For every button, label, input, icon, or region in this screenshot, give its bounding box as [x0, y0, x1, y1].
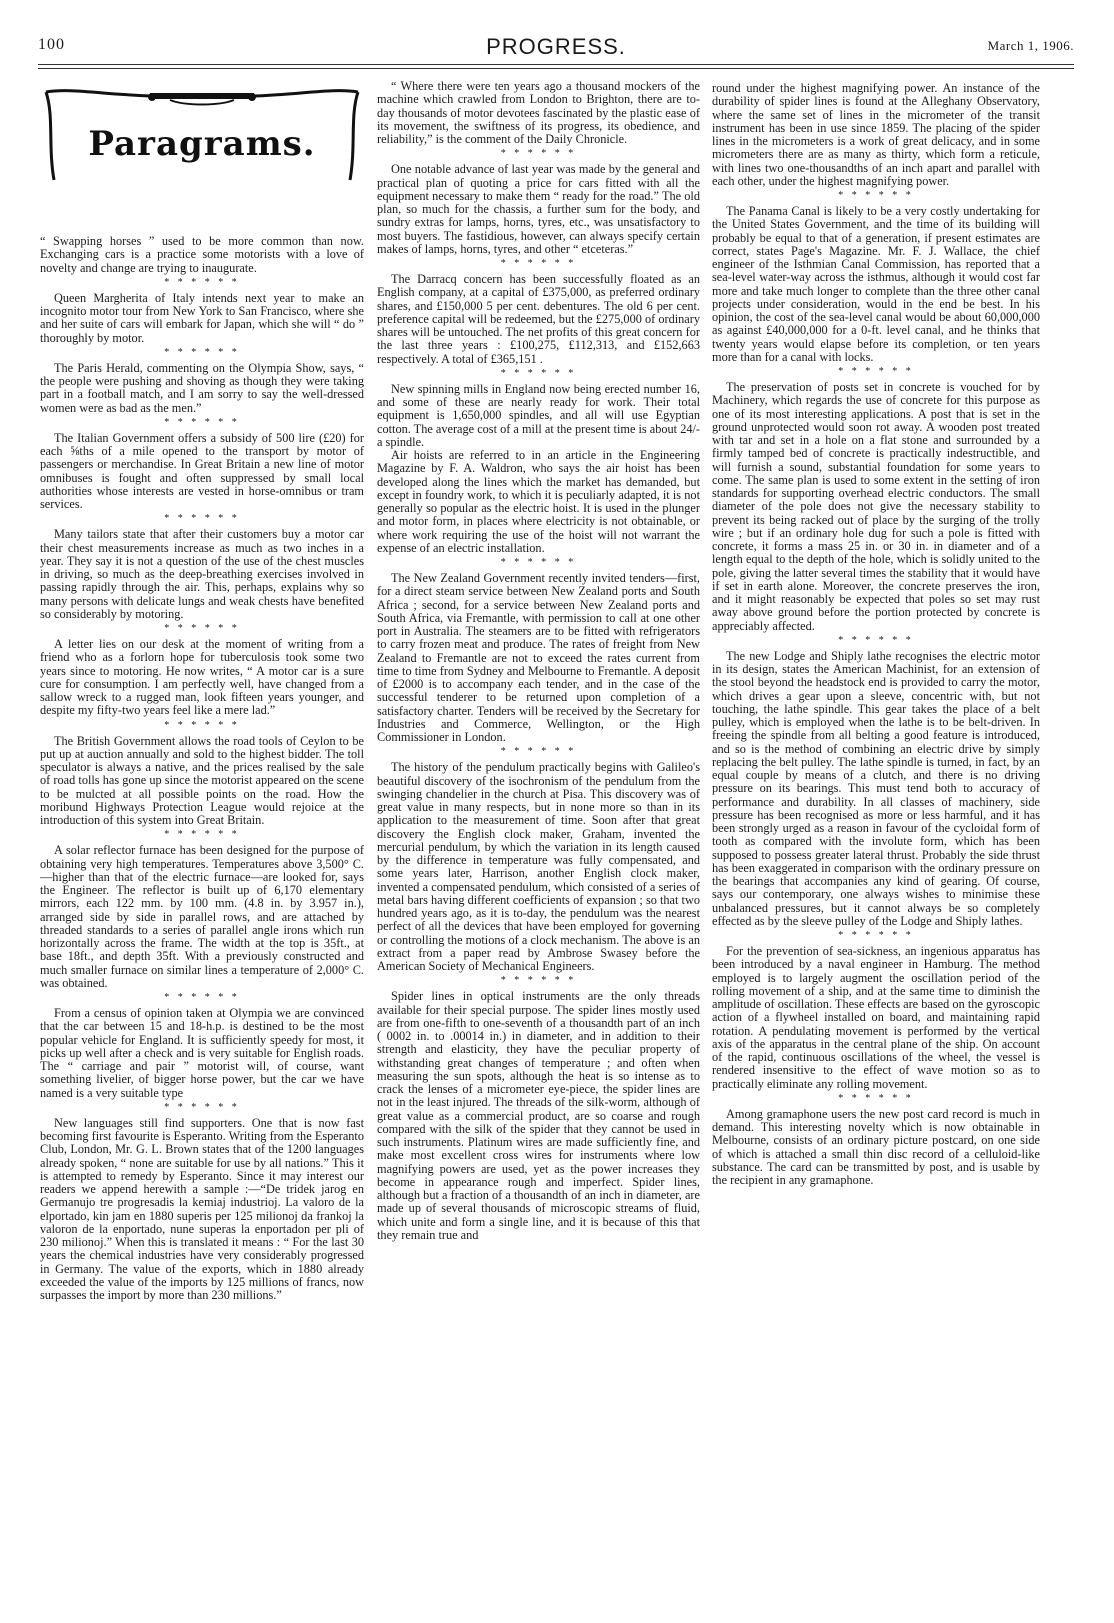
- masthead-title: PROGRESS.: [486, 34, 626, 59]
- paragraph: Among gramaphone users the new post card record is much in demand. This interesting novelty which is now obtainable in Melbourne, consists of an ordinary picture postcard, on one side of which is attached a small thin disc record of a celluloid-like substance. The card can be transmitted by post, and is usable by the recipient in any gramaphone.: [712, 1106, 1040, 1187]
- section-title: Paragrams.: [88, 124, 316, 164]
- separator: * * * * * *: [838, 634, 914, 646]
- paragraph: The new Lodge and Shiply lathe recognises the electric motor in its design, states the American Machinist, for an extension of the stool beyond the headstock end is provided to carry the motor, which drives a gear upon a sleeve, concentric with, but not touching, the lathe spindle. This gear takes the place of a belt pulley, which is employed when the lathe is to be belt-driven. In freeing the spindle from all belting a good feature is introduced, and so is the method of combining an electric drive by simply replacing the belt pulley. The lathe spindle is turned, in fact, by an equal couple by means of a clutch, and there is no driving pressure on its bearings. This must tend both to accuracy of performance and durability. In all classes of machinery, side pressure has been recognised as more or less harmful, and it has been strongly urged as a reason in favour of the cycloidal form of tooth as compared with the involute form, which has been supposed to possess greater lateral thrust. Probably the side thrust has been exaggerated in comparison with the ordinary pressure on the bearings that accompanies any kind of gearing. Of course, says our contemporary, one always wishes to minimise these unbalanced pressures, but it cannot always be so completely effected as by the sleeve pulley of the Lodge and Shiply lathes.: [712, 648, 1040, 928]
- separator: * * * * * *: [164, 513, 240, 525]
- page-header: [38, 34, 1074, 62]
- separator: * * * * * *: [500, 975, 577, 987]
- paragraph: Air hoists are referred to in an article in the Engineering Magazine by F. A. Waldron, who says the air hoist has been developed along the lines which the market has demanded, but except in foundry work, to which it is peculiarly adapted, it is not generally so popular as the electric hoist. It is used in the plunger and motor form, in places where electricity is not obtainable, or where work requiring the use of the hoist will not warrant the expense of an electric installation.: [377, 448, 700, 555]
- paragrams-logo: [40, 86, 364, 186]
- paragraph: The preservation of posts set in concrete is vouched for by Machinery, which regards the use of concrete for this purpose as one of its most interesting applications. A post that is set in the ground unprotected would soon rot away. A wooden post treated with tar and set in a hole on a flat stone and surrounded by a firmly tamped bed of concrete is practically indestructible, and will furnish a sound, substantial foundation for some years to come. The same plan is used to some extent in the setting of iron standards for supporting overhead electric conductors. The small diameter of the pole does not give the necessary stability to prevent its being racked out of place by the surging of the trolly wire ; but if an ordinary hole dug for such a pole is fitted with concrete, it forms a mass 25 in. or 30 in. in diameter and of a length equal to the depth of the hole, which is solidly united to the pole, giving the latter several times the stability that it would have if set in earth alone. Moreover, the concrete preserves the iron, and it might reasonably be expected that poles so set may rust away above ground before the portion protected by concrete is appreciably affected.: [712, 380, 1040, 633]
- paragraph: The Darracq concern has been successfully floated as an English company, at a capital of £375,000, as preferred ordinary shares, and £150,000 5 per cent. debentures. The old 6 per cent. preference capital will be redeemed, but the £275,000 of ordinary shares will be untouched. The net profits of this great concern for the last three years : £100,275, £112,313, and £152,663 respectively. A total of £365,151 .: [377, 272, 700, 366]
- paragraph: New spinning mills in England now being erected number 16, and some of these are nearly ready for work. Their total equipment is 1,650,000 spindles, and all will use Egyptian cotton. The average cost of a mill at the present time is about 24/- a spindle.: [377, 381, 700, 449]
- separator: * * * * * *: [500, 367, 577, 379]
- separator: * * * * * *: [164, 346, 240, 358]
- paragraph: The Paris Herald, commenting on the Olympia Show, says, “ the people were pushing and shoving as though they were taking part in a football match, and I am sorry to say the well-dressed women were as bad as the men.”: [40, 360, 364, 415]
- paragraph: The Panama Canal is likely to be a very costly undertaking for the United States Government, and the time of its building will probably be equal to that of a generation, if present estimates are correct, states Page's Magazine. Mr. F. J. Wallace, the chief engineer of the Isthmian Canal Commission, has reported that a sea-level water-way across the isthmus, although it would cost far more and take much longer to complete than the three other canal projects under consideration, would in the end be best. In his opinion, the cost of the sea-level canal would be about 60,000,000 as against £40,000,000 for a 0-ft. level canal, and he thinks that twenty years would elapse before its completion, or ten years more than for a canal with locks.: [712, 204, 1040, 364]
- paragraph: Queen Margherita of Italy intends next year to make an incognito motor tour from New York to San Francisco, where she and her suite of cars will embark for Japan, which she will “ do ” thoroughly by motor.: [40, 290, 364, 345]
- column-1: [40, 235, 364, 1302]
- paragraph: The New Zealand Government recently invited tenders—first, for a direct steam service between New Zealand ports and South Africa ; second, for a service between New Zealand ports and South Africa, via Fremantle, with permission to call at one other port in Australia. The steamers are to be fitted with refrigerators to carry frozen meat and produce. The rates of freight from New Zealand to Fremantle are not to exceed the rates current from time to time from Sydney and Melbourne to Fremantle. A deposit of £2000 is to accompany each tender, and in the case of the successful tenderer to be returned upon completion of a satisfactory charter. Tenders will be received by the Secretary for Industries and Commerce, Wellington, or the High Commissioner in London.: [377, 571, 700, 744]
- paragraph: New languages still find supporters. One that is now fast becoming first favourite is Esperanto. Writing from the Esperanto Club, London, Mr. G. L. Brown states that of the 1200 languages already spoken, “ none are suitable for use by all nations.” This it is attempted to remedy by Esperanto. Since it may interest our readers we append herewith a sample :—“De tridek jarog en Germanujo tre progresadis la kemiaj industrioj. La valoro de la elportado, kin jam en 1880 superis per 125 milionoj da frankoj la valoron de la enportado, nune superas la enportadon per pli of 230 milionoj.” When this is translated it means : “ For the last 30 years the chemical industries have very considerably progressed in Germany. The value of the exports, which in 1880 already exceeded the value of the imports by 125 millions of francs, now surpasses the import by more than 230 millions.”: [40, 1115, 364, 1302]
- separator: * * * * * *: [164, 623, 240, 634]
- paragraph: “ Swapping horses ” used to be more common than now. Exchanging cars is a practice some motorists with a love of novelty and change are trying to inaugurate.: [40, 234, 364, 275]
- separator: * * * * * *: [164, 276, 240, 288]
- issue-date: March 1, 1906.: [987, 38, 1074, 53]
- paragraph: From a census of opinion taken at Olympia we are convinced that the car between 15 and 18-h.p. is destined to be the most popular vehicle for England. It is sufficiently speedy for most, it picks up well after a check and is very suitable for English roads. The “ carriage and pair ” motorist will, of course, want something livelier, of bigger horse power, but the car we have named is a very suitable type: [40, 1006, 364, 1100]
- separator: * * * * * *: [164, 719, 240, 731]
- header-rule-top: [38, 64, 1074, 65]
- paragraph: “ Where there were ten years ago a thousand mockers of the machine which crawled from London to Brighton, there are to-day thousands of motor devotees fascinated by the plastic ease of its movement, the swiftness of its progress, its obedience, and reliability,” is the comment of the Daily Chronicle.: [377, 79, 700, 146]
- column-2: [377, 80, 700, 1242]
- separator: * * * * * *: [500, 557, 577, 568]
- header-rule-bottom: [38, 68, 1074, 69]
- separator: * * * * * *: [164, 416, 240, 428]
- separator: * * * * * *: [164, 829, 240, 841]
- paragraph: The Italian Government offers a subsidy of 500 lire (£20) for each ⅝ths of a mile opened to the transport by motor of passengers or merchandise. In Great Britain a new line of motor omnibuses is fought and often suppressed by small local authorities whose interests are vested in horse-omnibus or tram services.: [40, 430, 364, 511]
- separator: * * * * * *: [164, 1101, 240, 1113]
- paragraph: Spider lines in optical instruments are the only threads available for their special purpose. The spider lines mostly used are from one-fifth to one-seventh of a thousandth part of an inch ( 0002 in. to .00014 in.) in diameter, and in addition to their strength and elasticity, they have the peculiar property of withstanding great changes of temperature ; and often when measuring the sun spots, although the heat is so intense as to crack the lenses of a micrometer eye-piece, the spider lines are not in the least injured. The threads of the silk-worm, although of great value as a commercial product, are so coarse and rough compared with the silk of the spider that they cannot be used in such instruments. Platinum wires are made sufficiently fine, and make most excellent cross wires for instruments where low magnifying powers are used, yet as the power increases they become in appearance rough and imperfect. Spider lines, although but a fraction of a thousandth of an inch in diameter, are made up of several thousands of microscopic streams of fluid, which unite and form a single line, and it is because of this that they remain true and: [377, 989, 700, 1242]
- paragraph: A solar reflector furnace has been designed for the purpose of obtaining very high temperatures. Temperatures above 3,500° C.—higher than that of the electric furnace—are looked for, says the Engineer. The reflector is built up of 6,170 elementary mirrors, each 122 mm. by 100 mm. (4.8 in. by 3.957 in.), arranged side by side in parallel rows, and are attached by threaded standards to a series of parallel angle irons which run horizontally across the frame. The width at the top is 35ft., at base 18ft., and depth 35ft. With a previously constructed and much smaller furnace on similar lines a temperature of 2,000° C. was obtained.: [40, 843, 364, 990]
- paragraph: Many tailors state that after their customers buy a motor car their chest measurements increase as much as two inches in a year. They say it is not a question of the use of the chest muscles in driving, so much as the deep-breathing exercises involved in passing rapidly through the air. This, perhaps, explains why so many persons with delicate lungs and weak chests have benefited so considerably by motoring.: [40, 527, 364, 621]
- paragraph: One notable advance of last year was made by the general and practical plan of quoting a price for cars fitted with all the equipment necessary to make them “ ready for the road.” The old plan, so much for the chassis, a further sum for the body, and sundry extras for lamps, horns, tyres, etc., was unsatisfactory to most buyers. The fastidious, however, can always specify certain makes of lamps, horns, tyres, and other “ etceteras.”: [377, 162, 700, 256]
- separator: * * * * * *: [838, 366, 914, 377]
- page-number: 100: [38, 36, 65, 53]
- separator: * * * * * *: [164, 992, 240, 1003]
- separator: * * * * * *: [838, 1092, 914, 1104]
- paragraph: A letter lies on our desk at the moment of writing from a friend who as a forlorn hope for tuberculosis took some two years since to motoring. He now writes, “ A motor car is a sure cure for consumption. I am perfectly well, have changed from a sallow wreck to a rugged man, look fifteen years younger, and despite my fifty-two years feel like a mere lad.”: [40, 637, 364, 718]
- column-3: [712, 82, 1040, 1187]
- separator: * * * * * *: [500, 148, 577, 160]
- separator: * * * * * *: [838, 930, 914, 941]
- paragraph: For the prevention of sea-sickness, an ingenious apparatus has been introduced by a naval engineer in Hamburg. The method employed is to largely augment the oscillation period of the rolling movement of a ship, and at the same time to diminish the amplitude of oscillation. These effects are based on the gyroscopic action of a flywheel installed on board, and maintaining rapid rotation. A pendulating movement is performed by the vertical axis of the apparatus in the central plane of the ship. On account of the rapid, continuous oscillations of the wheel, the vessel is rendered insensitive to the effect of wave motion so as to practically eliminate any rolling movement.: [712, 944, 1040, 1091]
- paragraph: round under the highest magnifying power. An instance of the durability of spider lines is found at the Alleghany Observatory, where the same set of lines in the micrometer of the transit instrument has been in use since 1859. The placing of the spider lines in the micrometers is a work of great delicacy, and in some micrometers there are as many as thirty, which form a reticule, with lines two one-thousandths of an inch apart and parallel with each other, under the highest magnifying power.: [712, 81, 1040, 188]
- separator: * * * * * *: [500, 746, 577, 758]
- separator: * * * * * *: [838, 190, 914, 201]
- paragraph: The history of the pendulum practically begins with Galileo's beautiful discovery of the isochronism of the pendulum from the swinging chandelier in the church at Pisa. This discovery was of great value in many respects, but in none more so than in its application to the measurement of time. Soon after that great discovery the English clock maker, Graham, invented the mercurial pendulum, by which the variation in its length caused by the difference in temperature was fully compensated, and some years later, Harrison, another English clock maker, invented a compensated pendulum, which consisted of a series of metal bars having different coefficients of expansion ; so that two hundred years ago, as it is to-day, the pendulum was the nearest perfect of all the devices that have been employed for governing or controlling the motions of a clock mechanism. The above is an extract from a paper read by Ambrose Swasey before the American Society of Mechanical Engineers.: [377, 760, 700, 973]
- separator: * * * * * *: [500, 258, 577, 269]
- paragraph: The British Government allows the road tools of Ceylon to be put up at auction annually and sold to the highest bidder. The toll speculator is always a native, and the prices realised by the sale of road tolls has gone up since the motorist appeared on the scene to be mulcted at all possible points on the road. How the moribund Highways Protection League would rejoice at the introduction of this system into Great Britain.: [40, 733, 364, 827]
